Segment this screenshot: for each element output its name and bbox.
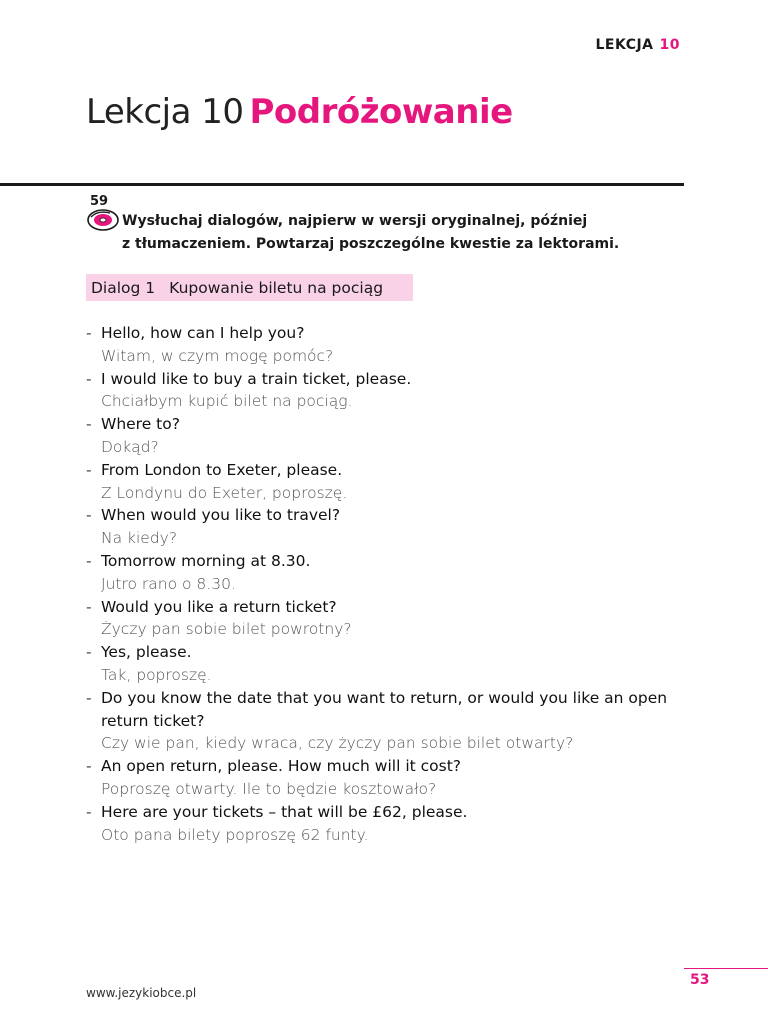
dialog-turn bbox=[86, 550, 686, 596]
english-line: When would you like to travel? bbox=[101, 506, 341, 525]
dash-marker: - bbox=[86, 597, 92, 616]
dialog-turn bbox=[86, 504, 686, 550]
instruction bbox=[122, 210, 682, 256]
english-line: Here are your tickets – that will be £62, please. bbox=[101, 802, 468, 821]
english-line: I would like to buy a train ticket, please. bbox=[101, 369, 412, 388]
dialog-transcript bbox=[86, 322, 686, 846]
dialog-turn bbox=[86, 641, 686, 687]
instruction-line: Wysłuchaj dialogów, najpierw w wersji oryginalnej, później bbox=[122, 213, 588, 229]
english-line: Tomorrow morning at 8.30. bbox=[101, 551, 311, 570]
english-line: From London to Exeter, please. bbox=[101, 460, 343, 479]
dialog-turn bbox=[86, 755, 686, 801]
polish-translation: Czy wie pan, kiedy wraca, czy życzy pan sobie bilet otwarty? bbox=[101, 734, 574, 753]
dash-marker: - bbox=[86, 415, 92, 434]
title-divider bbox=[0, 183, 684, 186]
dash-marker: - bbox=[86, 757, 92, 776]
dash-marker: - bbox=[86, 460, 92, 479]
polish-translation: Tak, poproszę. bbox=[101, 665, 212, 684]
dash-marker: - bbox=[86, 324, 92, 342]
instruction-line: z tłumaczeniem. Powtarzaj poszczególne kwestie za lektorami. bbox=[122, 236, 620, 252]
dash-marker: - bbox=[86, 369, 92, 388]
page-number-rule bbox=[684, 968, 768, 969]
page-title bbox=[86, 92, 513, 132]
cd-icon bbox=[86, 196, 120, 232]
dialog-turn bbox=[86, 596, 686, 642]
dialog-number: Dialog 1 bbox=[91, 278, 156, 297]
dash-marker: - bbox=[86, 643, 92, 662]
lesson-title: Lekcja 10 bbox=[86, 92, 244, 132]
english-line: An open return, please. How much will it cost? bbox=[101, 757, 462, 776]
english-line: Do you know the date that you want to return, or would you like an open return ticket? bbox=[101, 688, 668, 730]
dash-marker: - bbox=[86, 506, 92, 525]
track-number: 59 bbox=[90, 194, 109, 209]
running-head bbox=[595, 37, 680, 53]
polish-translation: Oto pana bilety poproszę 62 funty. bbox=[101, 825, 369, 844]
polish-translation: Na kiedy? bbox=[101, 529, 178, 548]
polish-translation: Z Londynu do Exeter, poproszę. bbox=[101, 483, 348, 502]
english-line: Would you like a return ticket? bbox=[101, 597, 337, 616]
polish-translation: Życzy pan sobie bilet powrotny? bbox=[101, 620, 352, 639]
footer-url: www.jezykiobce.pl bbox=[86, 986, 197, 1000]
page-number: 53 bbox=[690, 972, 710, 988]
dash-marker: - bbox=[86, 688, 92, 707]
dash-marker: - bbox=[86, 802, 92, 821]
polish-translation: Dokąd? bbox=[101, 437, 159, 456]
running-head-number: 10 bbox=[659, 37, 680, 53]
english-line: Hello, how can I help you? bbox=[101, 324, 305, 342]
polish-translation: Jutro rano o 8.30. bbox=[101, 574, 236, 593]
dialog-turn bbox=[86, 413, 686, 459]
dialog-header bbox=[86, 274, 413, 301]
running-head-label: LEKCJA bbox=[595, 37, 654, 53]
english-line: Yes, please. bbox=[101, 643, 192, 662]
dialog-turn bbox=[86, 368, 686, 414]
english-line: Where to? bbox=[101, 415, 180, 434]
polish-translation: Witam, w czym mogę pomóc? bbox=[101, 346, 334, 365]
dialog-turn bbox=[86, 687, 686, 755]
dialog-turn bbox=[86, 459, 686, 505]
polish-translation: Poproszę otwarty. Ile to będzie kosztowało? bbox=[101, 779, 437, 798]
dialog-turn bbox=[86, 322, 686, 368]
dash-marker: - bbox=[86, 551, 92, 570]
polish-translation: Chciałbym kupić bilet na pociąg. bbox=[101, 392, 353, 411]
dialog-title: Kupowanie biletu na pociąg bbox=[169, 278, 384, 297]
lesson-topic: Podróżowanie bbox=[249, 92, 513, 132]
dialog-turn bbox=[86, 801, 686, 847]
